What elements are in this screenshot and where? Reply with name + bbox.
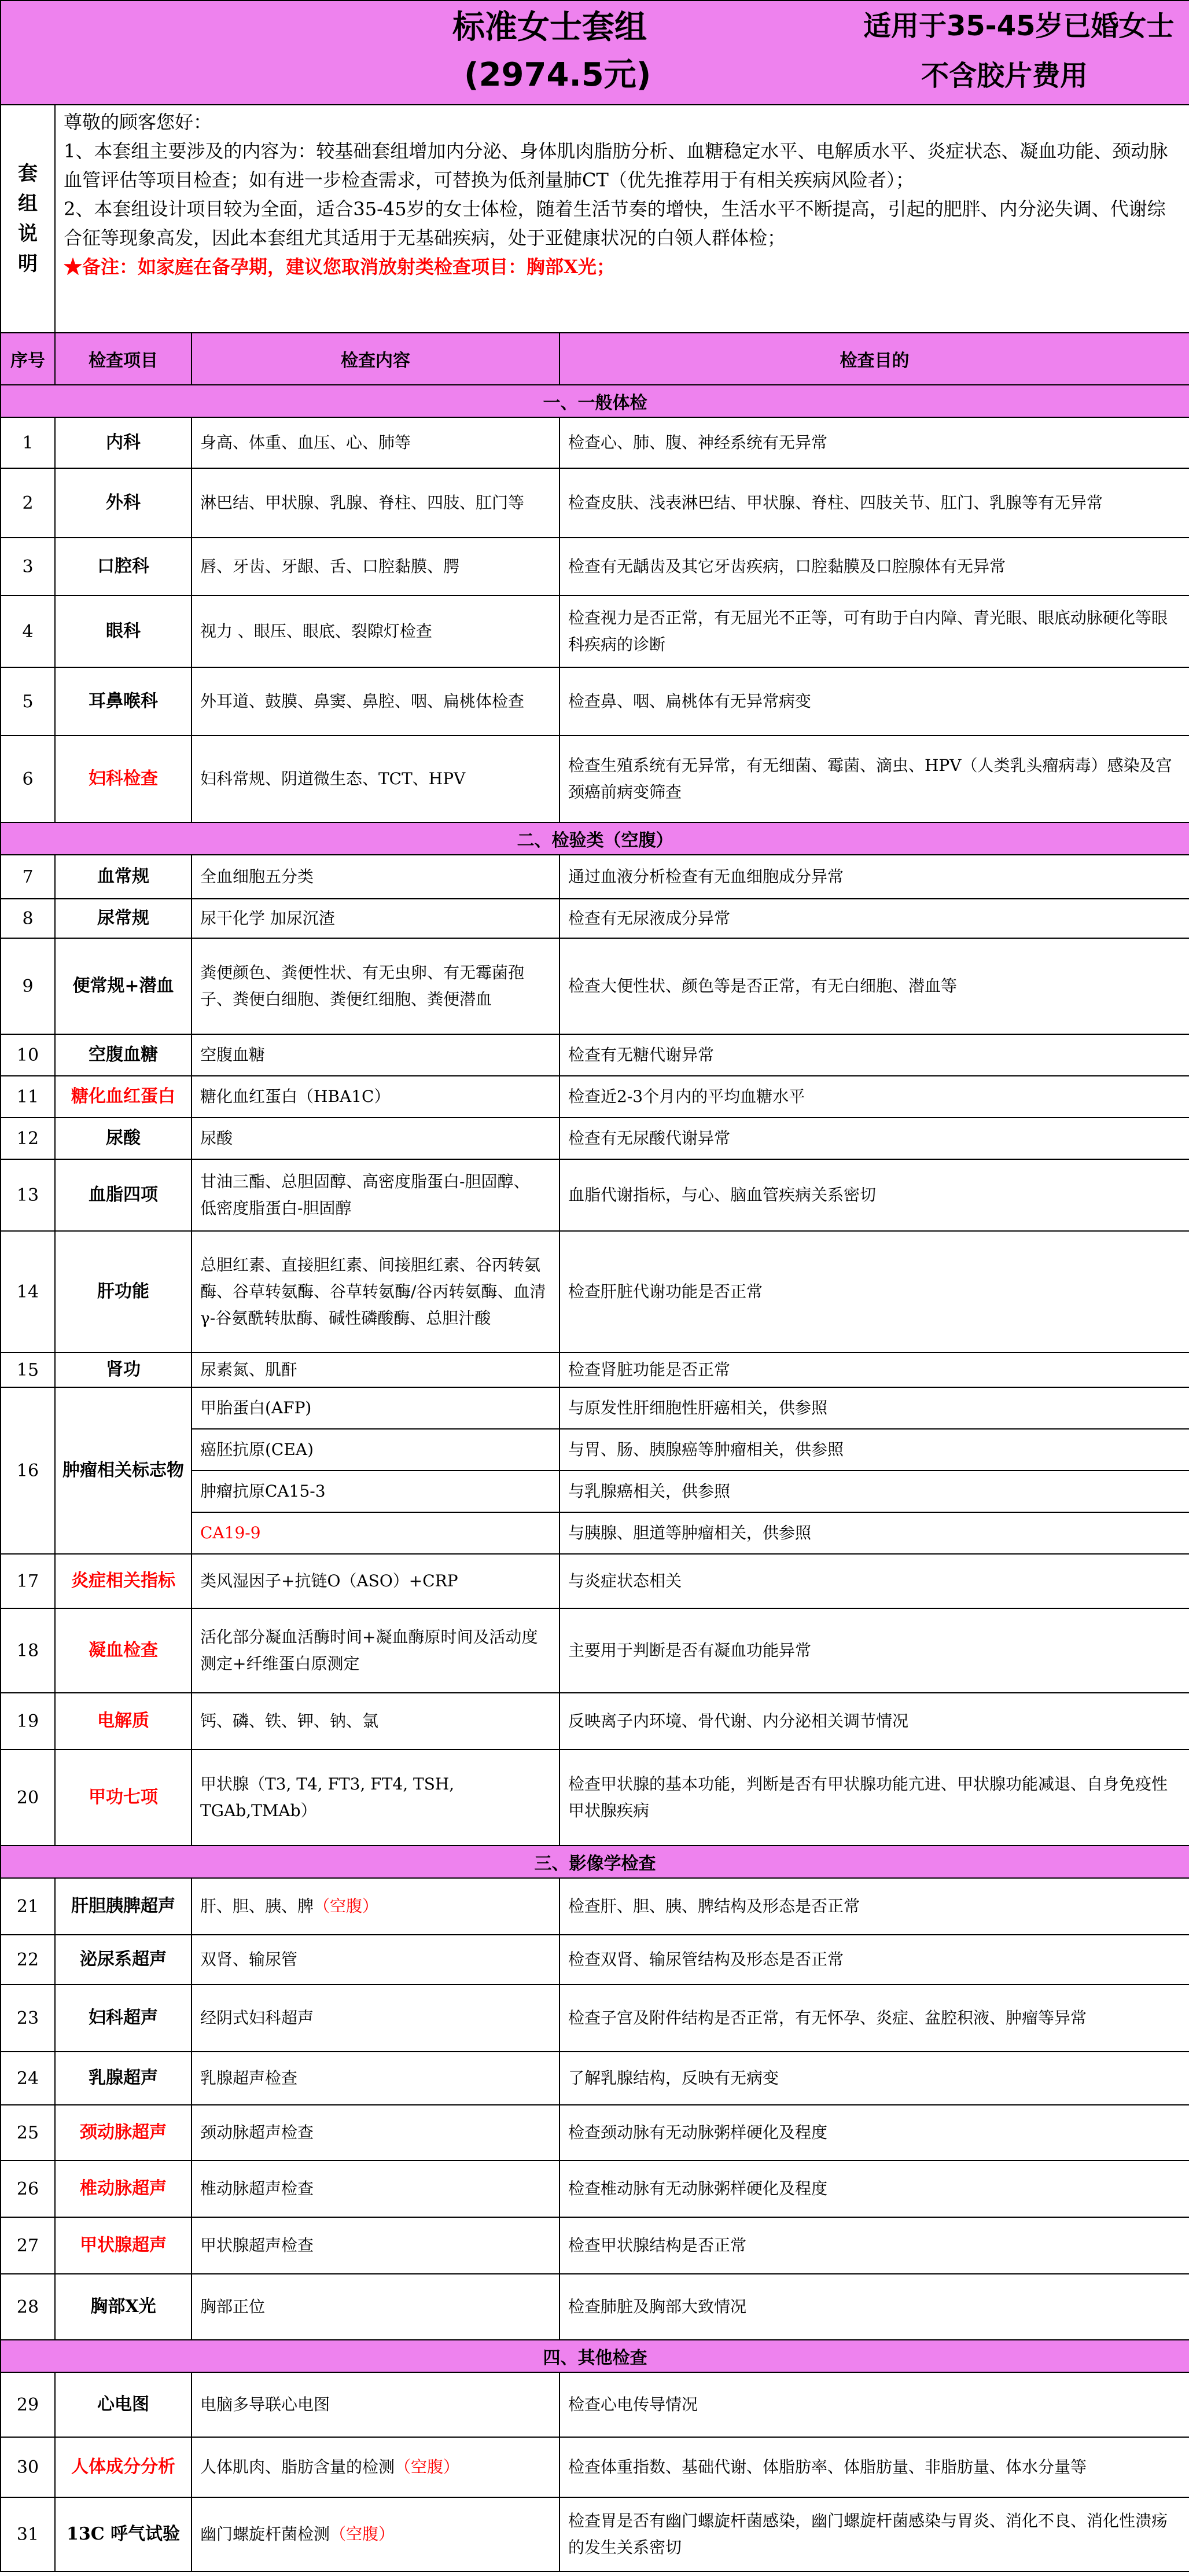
- table-row: [1, 468, 1189, 538]
- row-item: 泌尿系超声: [55, 1935, 192, 1985]
- col-content: 检查内容: [192, 333, 559, 385]
- row-item: 糖化血红蛋白: [55, 1076, 192, 1118]
- row-content: 全血细胞五分类: [192, 855, 559, 899]
- row-content: 钙、磷、铁、钾、钠、氯: [192, 1693, 559, 1750]
- row-no: 29: [1, 2372, 55, 2437]
- row-no: 26: [1, 2160, 55, 2217]
- row-no: 7: [1, 855, 55, 899]
- section-title: 四、其他检查: [1, 2340, 1189, 2372]
- row-item: 胸部X光: [55, 2274, 192, 2340]
- row-purpose: 检查甲状腺结构是否正常: [559, 2217, 1189, 2274]
- row-no: 3: [1, 538, 55, 596]
- row-no: 22: [1, 1935, 55, 1985]
- table-row: [1, 2105, 1189, 2160]
- row-content: CA19-9: [192, 1512, 559, 1554]
- row-no: 24: [1, 2052, 55, 2105]
- row-purpose: 检查体重指数、基础代谢、体脂肪率、体脂肪量、非脂肪量、体水分量等: [559, 2437, 1189, 2497]
- row-item: 心电图: [55, 2372, 192, 2437]
- row-item: 肿瘤相关标志物: [55, 1387, 192, 1554]
- row-purpose: 主要用于判断是否有凝血功能异常: [559, 1608, 1189, 1693]
- row-item: 空腹血糖: [55, 1034, 192, 1076]
- row-no: 20: [1, 1750, 55, 1846]
- age-note: 适用于35-45岁已婚女士: [863, 10, 1175, 42]
- row-no: 11: [1, 1076, 55, 1118]
- section-row: [1, 1846, 1189, 1878]
- row-content: 肿瘤抗原CA15-3: [192, 1471, 559, 1512]
- header: [1, 1, 1189, 105]
- row-purpose: 血脂代谢指标，与心、脑血管疾病关系密切: [559, 1159, 1189, 1231]
- row-item: 肝功能: [55, 1231, 192, 1353]
- row-content: 颈动脉超声检查: [192, 2105, 559, 2160]
- row-no: 17: [1, 1554, 55, 1608]
- row-content: 唇、牙齿、牙龈、舌、口腔黏膜、腭: [192, 538, 559, 596]
- row-item: 眼科: [55, 596, 192, 667]
- table-row: [1, 736, 1189, 822]
- section-row: [1, 822, 1189, 855]
- row-no: 25: [1, 2105, 55, 2160]
- row-no: 19: [1, 1693, 55, 1750]
- table-row: [1, 899, 1189, 938]
- table-row: [1, 2437, 1189, 2497]
- row-purpose: 检查颈动脉有无动脉粥样硬化及程度: [559, 2105, 1189, 2160]
- section-row: [1, 385, 1189, 417]
- row-no: 2: [1, 468, 55, 538]
- row-purpose: 与乳腺癌相关，供参照: [559, 1471, 1189, 1512]
- row-purpose: 检查甲状腺的基本功能，判断是否有甲状腺功能亢进、甲状腺功能减退、自身免疫性甲状腺疾病: [559, 1750, 1189, 1846]
- intro-label: 套 组 说 明: [1, 105, 55, 333]
- table-row: [1, 1554, 1189, 1608]
- row-item: 尿酸: [55, 1118, 192, 1159]
- row-no: 21: [1, 1878, 55, 1935]
- col-item: 检查项目: [55, 333, 192, 385]
- table-row: [1, 1608, 1189, 1693]
- table-row: [1, 1076, 1189, 1118]
- table-row: [1, 1985, 1189, 2052]
- row-purpose: 了解乳腺结构，反映有无病变: [559, 2052, 1189, 2105]
- film-note: 不含胶片费用: [921, 60, 1088, 92]
- table-row: [1, 1935, 1189, 1985]
- row-item: 人体成分分析: [55, 2437, 192, 2497]
- intro-greeting: 尊敬的顾客您好：: [64, 111, 212, 133]
- row-item: 乳腺超声: [55, 2052, 192, 2105]
- row-no: 23: [1, 1985, 55, 2052]
- package-title: 标准女士套组: [452, 9, 647, 46]
- row-content: 尿素氮、肌酐: [192, 1353, 559, 1387]
- row-content: 椎动脉超声检查: [192, 2160, 559, 2217]
- row-item: 炎症相关指标: [55, 1554, 192, 1608]
- table-row: [1, 1034, 1189, 1076]
- section-title: 三、影像学检查: [1, 1846, 1189, 1878]
- row-content: 甲状腺超声检查: [192, 2217, 559, 2274]
- intro-paragraph-2: 2、本套组设计项目较为全面，适合35-45岁的女士体检，随着生活节奏的增快，生活水平不断提高，引起的肥胖、内分泌失调、代谢综合征等现象高发，因此本套组尤其适用于无基础疾病，处于亚健康状况的白领人群体检；: [64, 198, 1166, 249]
- row-content: 身高、体重、血压、心、肺等: [192, 417, 559, 468]
- row-content: 乳腺超声检查: [192, 2052, 559, 2105]
- table-row: [1, 1693, 1189, 1750]
- row-purpose: 检查生殖系统有无异常，有无细菌、霉菌、滴虫、HPV（人类乳头瘤病毒）感染及宫颈癌前病变筛查: [559, 736, 1189, 822]
- row-item: 肝胆胰脾超声: [55, 1878, 192, 1935]
- row-no: 31: [1, 2497, 55, 2571]
- package-price: (2974.5元): [464, 56, 651, 94]
- row-no: 1: [1, 417, 55, 468]
- row-purpose: 检查心、肺、腹、神经系统有无异常: [559, 417, 1189, 468]
- table-row: [1, 417, 1189, 468]
- column-header-row: [1, 333, 1189, 385]
- row-content: 粪便颜色、粪便性状、有无虫卵、有无霉菌孢子、粪便白细胞、粪便红细胞、粪便潜血: [192, 938, 559, 1034]
- row-item: 外科: [55, 468, 192, 538]
- col-no: 序号: [1, 333, 55, 385]
- row-purpose: 检查有无尿酸代谢异常: [559, 1118, 1189, 1159]
- row-item: 甲状腺超声: [55, 2217, 192, 2274]
- row-purpose: 检查鼻、咽、扁桃体有无异常病变: [559, 667, 1189, 736]
- row-item: 颈动脉超声: [55, 2105, 192, 2160]
- row-purpose: 检查子宫及附件结构是否正常，有无怀孕、炎症、盆腔积液、肿瘤等异常: [559, 1985, 1189, 2052]
- table-row: [1, 1878, 1189, 1935]
- table-row: [1, 2274, 1189, 2340]
- header-row: [1, 1, 1189, 105]
- row-item: 13C 呼气试验: [55, 2497, 192, 2571]
- row-no: 6: [1, 736, 55, 822]
- row-no: 12: [1, 1118, 55, 1159]
- row-content: 经阴式妇科超声: [192, 1985, 559, 2052]
- row-no: 27: [1, 2217, 55, 2274]
- row-item: 便常规+潜血: [55, 938, 192, 1034]
- table-row: [1, 1231, 1189, 1353]
- row-no: 16: [1, 1387, 55, 1554]
- row-content: 甘油三酯、总胆固醇、高密度脂蛋白-胆固醇、 低密度脂蛋白-胆固醇: [192, 1159, 559, 1231]
- section-title: 一、一般体检: [1, 385, 1189, 417]
- section-row: [1, 2340, 1189, 2372]
- row-content: 总胆红素、直接胆红素、间接胆红素、谷丙转氨酶、谷草转氨酶、谷草转氨酶/谷丙转氨酶、血清γ-谷氨酰转肽酶、碱性磷酸酶、总胆汁酸: [192, 1231, 559, 1353]
- row-purpose: 检查大便性状、颜色等是否正常，有无白细胞、潜血等: [559, 938, 1189, 1034]
- row-content: 空腹血糖: [192, 1034, 559, 1076]
- row-item: 电解质: [55, 1693, 192, 1750]
- row-item: 椎动脉超声: [55, 2160, 192, 2217]
- row-content: 活化部分凝血活酶时间+凝血酶原时间及活动度测定+纤维蛋白原测定: [192, 1608, 559, 1693]
- intro-note: ★备注：如家庭在备孕期，建议您取消放射类检查项目：胸部X光；: [64, 256, 615, 278]
- row-purpose: 与炎症状态相关: [559, 1554, 1189, 1608]
- row-item: 耳鼻喉科: [55, 667, 192, 736]
- row-content: 人体肌肉、脂肪含量的检测（空腹）: [192, 2437, 559, 2497]
- row-item: 妇科检查: [55, 736, 192, 822]
- intro-row: [1, 105, 1189, 333]
- row-item: 尿常规: [55, 899, 192, 938]
- row-purpose: 反映离子内环境、骨代谢、内分泌相关调节情况: [559, 1693, 1189, 1750]
- row-purpose: 检查胃是否有幽门螺旋杆菌感染，幽门螺旋杆菌感染与胃炎、消化不良、消化性溃疡的发生关系密切: [559, 2497, 1189, 2571]
- table-row: [1, 2497, 1189, 2571]
- row-purpose: 与原发性肝细胞性肝癌相关，供参照: [559, 1387, 1189, 1429]
- row-no: 15: [1, 1353, 55, 1387]
- row-purpose: 检查肺脏及胸部大致情况: [559, 2274, 1189, 2340]
- row-content: 电脑多导联心电图: [192, 2372, 559, 2437]
- row-no: 9: [1, 938, 55, 1034]
- row-purpose: 检查心电传导情况: [559, 2372, 1189, 2437]
- table-row: [1, 596, 1189, 667]
- row-purpose: 与胰腺、胆道等肿瘤相关，供参照: [559, 1512, 1189, 1554]
- row-item: 肾功: [55, 1353, 192, 1387]
- row-no: 10: [1, 1034, 55, 1076]
- row-item: 血常规: [55, 855, 192, 899]
- row-item: 凝血检查: [55, 1608, 192, 1693]
- row-no: 5: [1, 667, 55, 736]
- table-row: [1, 938, 1189, 1034]
- table-row: [1, 2372, 1189, 2437]
- row-item: 内科: [55, 417, 192, 468]
- row-content: 胸部正位: [192, 2274, 559, 2340]
- table-row: [1, 2160, 1189, 2217]
- row-no: 4: [1, 596, 55, 667]
- row-purpose: 检查双肾、输尿管结构及形态是否正常: [559, 1935, 1189, 1985]
- row-purpose: 检查肝脏代谢功能是否正常: [559, 1231, 1189, 1353]
- row-item: 甲功七项: [55, 1750, 192, 1846]
- table-row: [1, 855, 1189, 899]
- row-no: 18: [1, 1608, 55, 1693]
- table-row: [1, 1750, 1189, 1846]
- row-purpose: 检查肝、胆、胰、脾结构及形态是否正常: [559, 1878, 1189, 1935]
- row-content: 外耳道、鼓膜、鼻窦、鼻腔、咽、扁桃体检查: [192, 667, 559, 736]
- table-row: [1, 1118, 1189, 1159]
- table-row: [1, 2052, 1189, 2105]
- col-purpose: 检查目的: [559, 333, 1189, 385]
- row-content: 妇科常规、阴道微生态、TCT、HPV: [192, 736, 559, 822]
- table-row: [1, 667, 1189, 736]
- row-content: 甲胎蛋白(AFP): [192, 1387, 559, 1429]
- row-purpose: 检查视力是否正常，有无屈光不正等，可有助于白内障、青光眼、眼底动脉硬化等眼科疾病的诊断: [559, 596, 1189, 667]
- row-content: 肝、胆、胰、脾（空腹）: [192, 1878, 559, 1935]
- row-purpose: 检查椎动脉有无动脉粥样硬化及程度: [559, 2160, 1189, 2217]
- row-content: 淋巴结、甲状腺、乳腺、脊柱、四肢、肛门等: [192, 468, 559, 538]
- row-content: 癌胚抗原(CEA): [192, 1429, 559, 1471]
- row-purpose: 检查有无尿液成分异常: [559, 899, 1189, 938]
- section-title: 二、检验类（空腹）: [1, 822, 1189, 855]
- table-row: [1, 538, 1189, 596]
- table-row: [1, 1387, 1189, 1429]
- row-purpose: 检查有无龋齿及其它牙齿疾病，口腔黏膜及口腔腺体有无异常: [559, 538, 1189, 596]
- row-content: 类风湿因子+抗链O（ASO）+CRP: [192, 1554, 559, 1608]
- row-no: 30: [1, 2437, 55, 2497]
- row-content: 视力 、眼压、眼底、裂隙灯检查: [192, 596, 559, 667]
- row-content: 双肾、输尿管: [192, 1935, 559, 1985]
- row-no: 13: [1, 1159, 55, 1231]
- row-item: 妇科超声: [55, 1985, 192, 2052]
- row-content: 幽门螺旋杆菌检测（空腹）: [192, 2497, 559, 2571]
- row-item: 口腔科: [55, 538, 192, 596]
- intro-paragraph-1: 1、本套组主要涉及的内容为：较基础套组增加内分泌、身体肌肉脂肪分析、血糖稳定水平、电解质水平、炎症状态、凝血功能、颈动脉血管评估等项目检查；如有进一步检查需求，可替换为低剂量肺CT（优先推荐用于有相关疾病风险者）；: [64, 140, 1168, 191]
- row-purpose: 通过血液分析检查有无血细胞成分异常: [559, 855, 1189, 899]
- row-content: 糖化血红蛋白（HBA1C）: [192, 1076, 559, 1118]
- table-row: [1, 2217, 1189, 2274]
- row-no: 8: [1, 899, 55, 938]
- table-row: [1, 1353, 1189, 1387]
- row-purpose: 检查近2-3个月内的平均血糖水平: [559, 1076, 1189, 1118]
- row-item: 血脂四项: [55, 1159, 192, 1231]
- row-purpose: 检查皮肤、浅表淋巴结、甲状腺、脊柱、四肢关节、肛门、乳腺等有无异常: [559, 468, 1189, 538]
- row-content: 尿酸: [192, 1118, 559, 1159]
- row-no: 14: [1, 1231, 55, 1353]
- intro-text: [55, 105, 1189, 333]
- row-purpose: 检查肾脏功能是否正常: [559, 1353, 1189, 1387]
- table-row: [1, 1159, 1189, 1231]
- row-content: 甲状腺（T3, T4, FT3, FT4, TSH, TGAb,TMAb）: [192, 1750, 559, 1846]
- row-purpose: 与胃、肠、胰腺癌等肿瘤相关，供参照: [559, 1429, 1189, 1471]
- row-purpose: 检查有无糖代谢异常: [559, 1034, 1189, 1076]
- row-content: 尿干化学 加尿沉渣: [192, 899, 559, 938]
- row-no: 28: [1, 2274, 55, 2340]
